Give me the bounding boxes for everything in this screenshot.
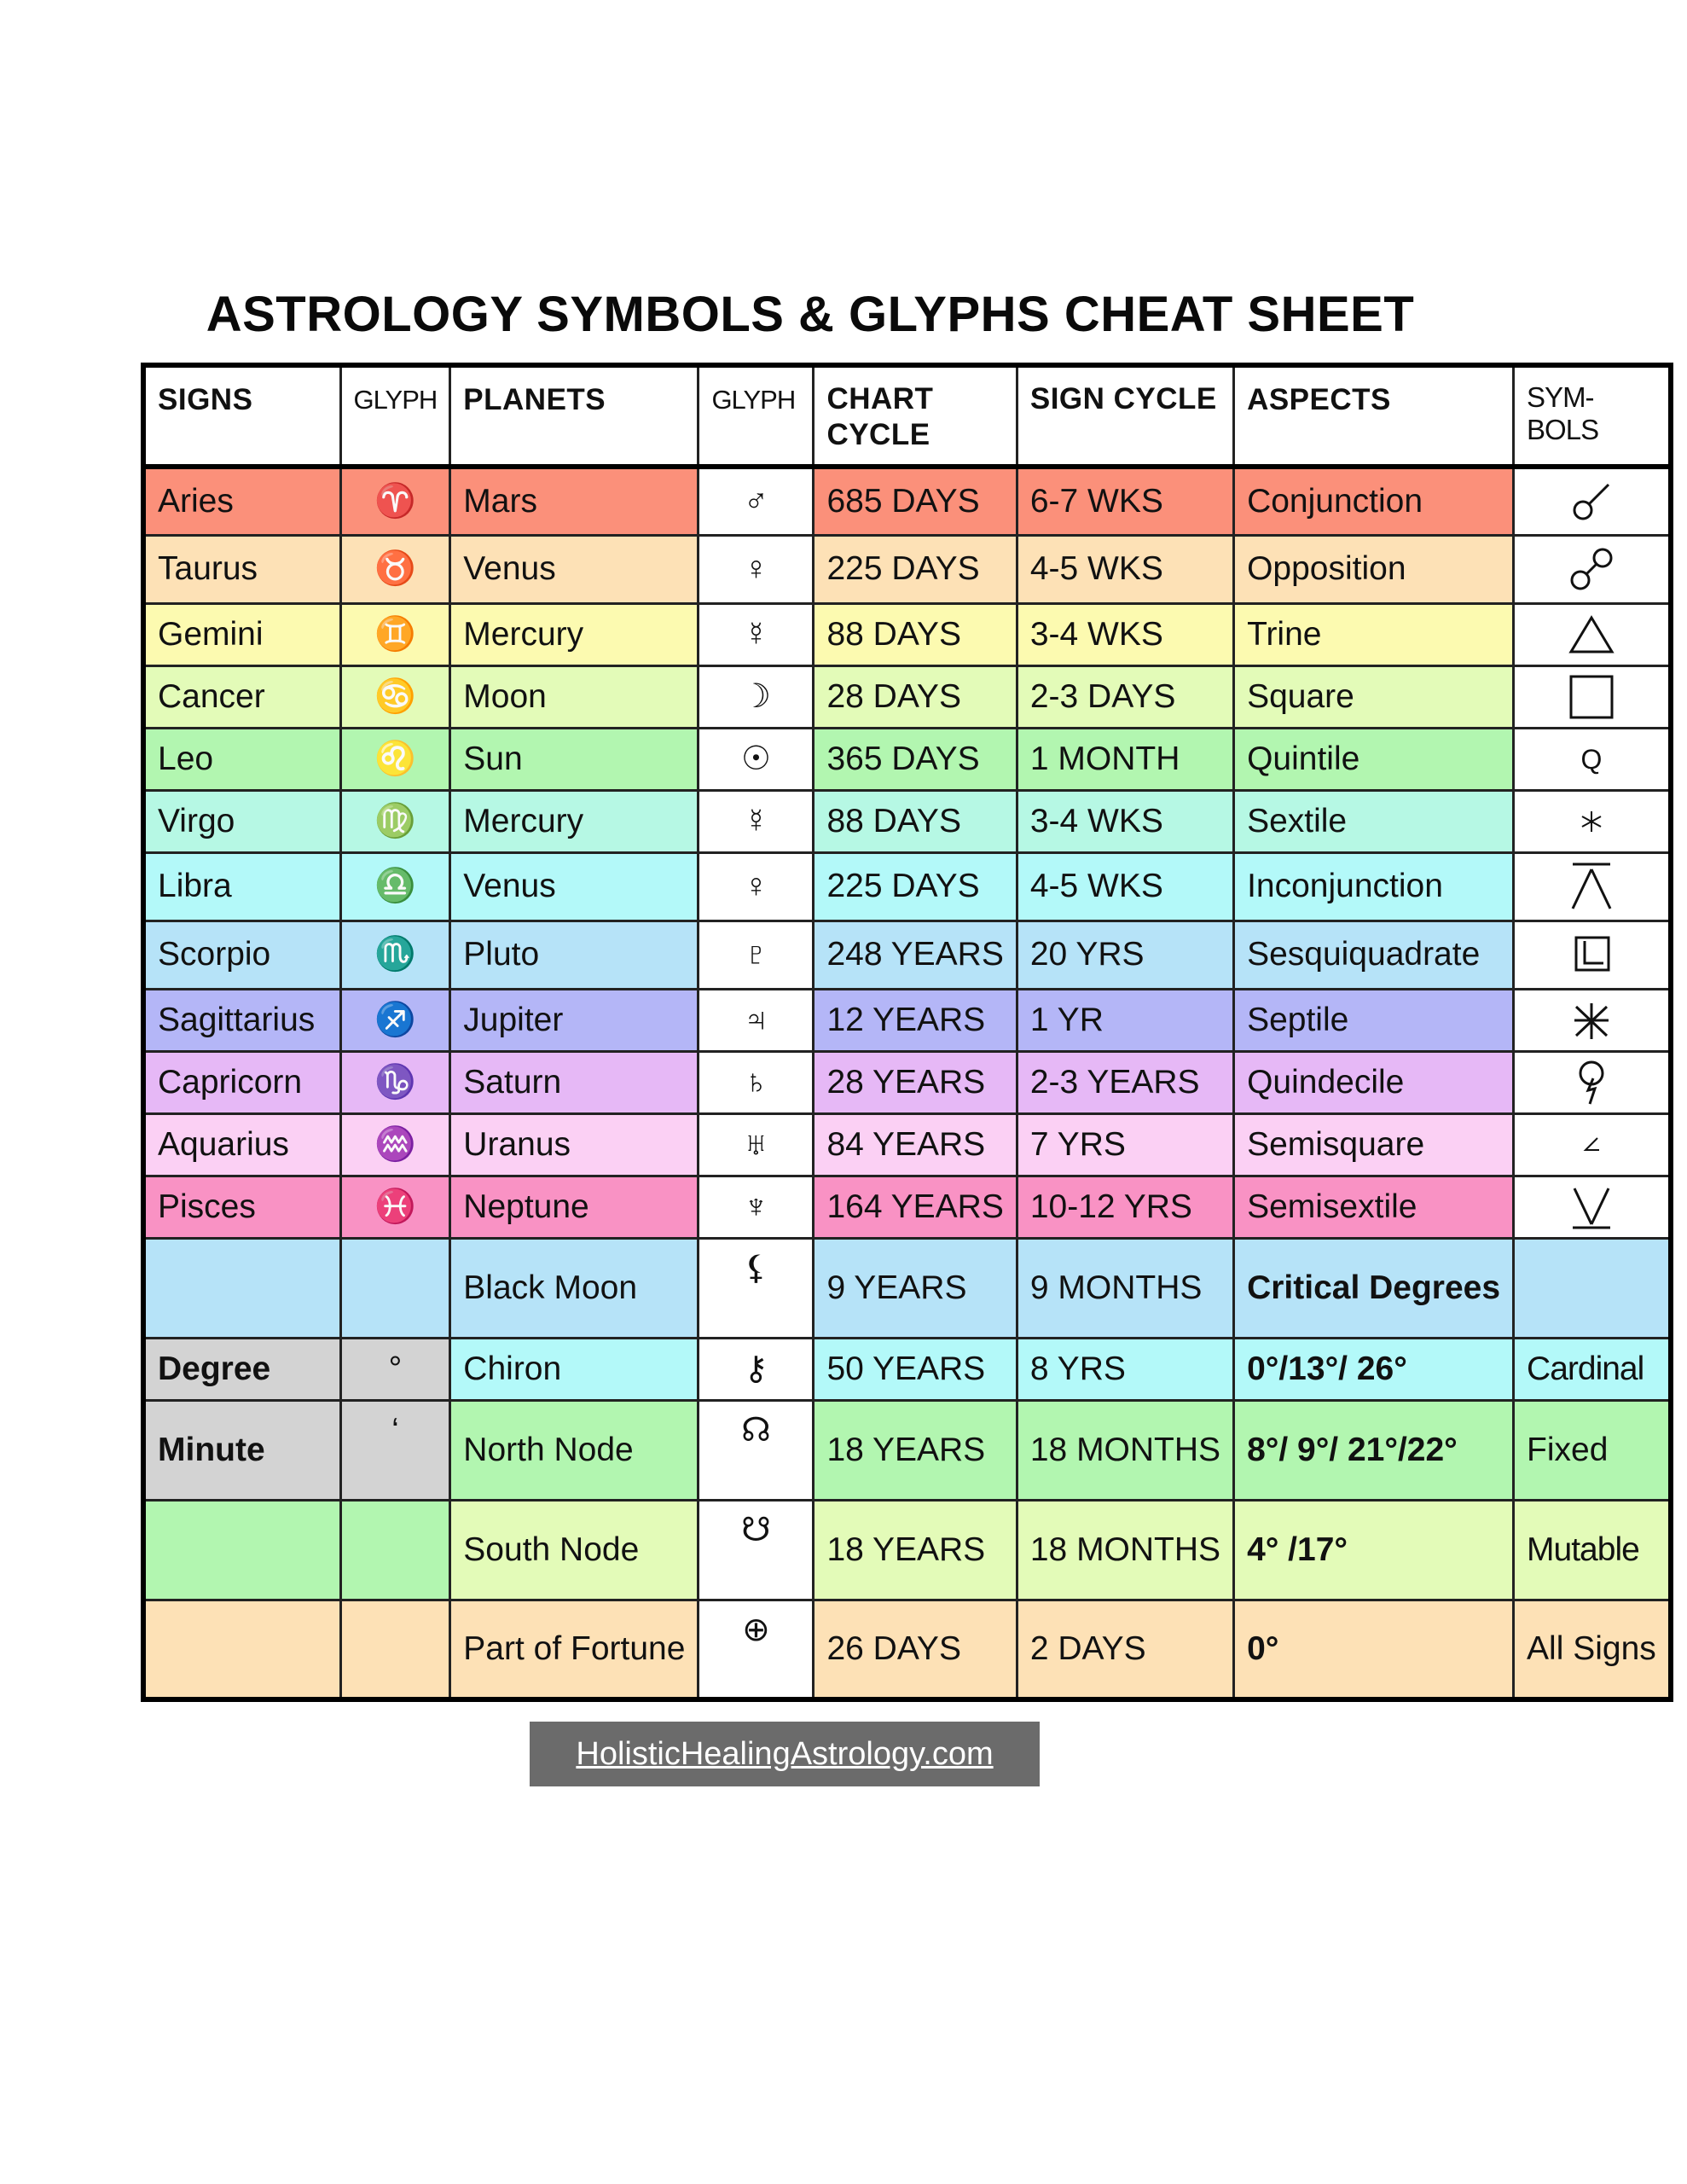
planet-glyph-icon: ♃ bbox=[699, 989, 814, 1051]
sign-glyph-icon: ♌ bbox=[340, 728, 450, 790]
planet-name: Black Moon bbox=[450, 1238, 699, 1338]
planet-glyph-icon: ⊕ bbox=[699, 1600, 814, 1699]
degree-glyph-icon: ° bbox=[340, 1338, 450, 1400]
chart-cycle: 9 YEARS bbox=[814, 1238, 1017, 1338]
sign-cycle: 8 YRS bbox=[1017, 1338, 1233, 1400]
table-row bbox=[143, 989, 1671, 1051]
cheat-sheet-table bbox=[141, 363, 1673, 1702]
chart-cycle: 50 YEARS bbox=[814, 1338, 1017, 1400]
chart-cycle: 18 YEARS bbox=[814, 1500, 1017, 1600]
aspect-name: Trine bbox=[1234, 603, 1514, 665]
degree-glyph-icon bbox=[340, 1600, 450, 1699]
planet-glyph-icon: ♇ bbox=[699, 921, 814, 989]
sign-glyph-icon: ♈ bbox=[340, 467, 450, 535]
sign-name: Aries bbox=[143, 467, 340, 535]
sign-name: Aquarius bbox=[143, 1113, 340, 1176]
quintile-icon bbox=[1514, 728, 1671, 790]
planet-name: Venus bbox=[450, 535, 699, 603]
planet-name: North Node bbox=[450, 1400, 699, 1500]
chart-cycle: 88 DAYS bbox=[814, 603, 1017, 665]
sign-glyph-icon: ♑ bbox=[340, 1051, 450, 1113]
sign-name: Scorpio bbox=[143, 921, 340, 989]
sign-glyph-icon: ♒ bbox=[340, 1113, 450, 1176]
modality-label: All Signs bbox=[1514, 1600, 1671, 1699]
sign-cycle: 10-12 YRS bbox=[1017, 1176, 1233, 1238]
aspect-name: Sextile bbox=[1234, 790, 1514, 852]
header-symbols: SYM- BOLS bbox=[1514, 365, 1671, 467]
planet-glyph-icon: ♂ bbox=[699, 467, 814, 535]
conjunction-icon bbox=[1514, 467, 1671, 535]
table-row bbox=[143, 852, 1671, 921]
degree-label bbox=[143, 1238, 340, 1338]
planet-name: South Node bbox=[450, 1500, 699, 1600]
planet-glyph-icon: ♀ bbox=[699, 852, 814, 921]
planet-name: Mars bbox=[450, 467, 699, 535]
chart-cycle: 248 YEARS bbox=[814, 921, 1017, 989]
critical-degrees: 4° /17° bbox=[1234, 1500, 1514, 1600]
modality-label bbox=[1514, 1238, 1671, 1338]
sign-cycle: 2-3 YEARS bbox=[1017, 1051, 1233, 1113]
planet-name: Chiron bbox=[450, 1338, 699, 1400]
planet-name: Jupiter bbox=[450, 989, 699, 1051]
degree-glyph-icon: ‘ bbox=[340, 1400, 450, 1500]
degree-label: Degree bbox=[143, 1338, 340, 1400]
chart-cycle: 18 YEARS bbox=[814, 1400, 1017, 1500]
modality-label: Fixed bbox=[1514, 1400, 1671, 1500]
planet-glyph-icon: ☉ bbox=[699, 728, 814, 790]
chart-cycle: 26 DAYS bbox=[814, 1600, 1017, 1699]
table-row bbox=[143, 790, 1671, 852]
table-row bbox=[143, 665, 1671, 728]
aspect-name: Opposition bbox=[1234, 535, 1514, 603]
planet-name: Part of Fortune bbox=[450, 1600, 699, 1699]
degree-glyph-icon bbox=[340, 1238, 450, 1338]
sign-glyph-icon: ♐ bbox=[340, 989, 450, 1051]
aspect-name: Inconjunction bbox=[1234, 852, 1514, 921]
aspect-name: Quindecile bbox=[1234, 1051, 1514, 1113]
header-chart-cycle: CHART CYCLE bbox=[814, 365, 1017, 467]
modality-label: Cardinal bbox=[1514, 1338, 1671, 1400]
planet-name: Saturn bbox=[450, 1051, 699, 1113]
chart-cycle: 84 YEARS bbox=[814, 1113, 1017, 1176]
square-icon bbox=[1514, 665, 1671, 728]
table-row bbox=[143, 1500, 1671, 1600]
sign-cycle: 2 DAYS bbox=[1017, 1600, 1233, 1699]
sign-glyph-icon: ♎ bbox=[340, 852, 450, 921]
planet-name: Sun bbox=[450, 728, 699, 790]
sign-cycle: 3-4 WKS bbox=[1017, 790, 1233, 852]
planet-glyph-icon: ♅ bbox=[699, 1113, 814, 1176]
header-sign-cycle: SIGN CYCLE bbox=[1017, 365, 1233, 467]
chart-cycle: 164 YEARS bbox=[814, 1176, 1017, 1238]
degree-label: Minute bbox=[143, 1400, 340, 1500]
svg-text:Q: Q bbox=[1580, 743, 1603, 775]
planet-glyph-icon: ⚸ bbox=[699, 1238, 814, 1338]
header-glyph: GLYPH bbox=[340, 365, 450, 467]
planet-name: Moon bbox=[450, 665, 699, 728]
sign-cycle: 2-3 DAYS bbox=[1017, 665, 1233, 728]
sign-cycle: 9 MONTHS bbox=[1017, 1238, 1233, 1338]
planet-name: Uranus bbox=[450, 1113, 699, 1176]
sign-name: Sagittarius bbox=[143, 989, 340, 1051]
header-aspects: ASPECTS bbox=[1234, 365, 1514, 467]
modality-label: Mutable bbox=[1514, 1500, 1671, 1600]
table-row bbox=[143, 1051, 1671, 1113]
sign-glyph-icon: ♋ bbox=[340, 665, 450, 728]
sign-name: Libra bbox=[143, 852, 340, 921]
chart-cycle: 28 DAYS bbox=[814, 665, 1017, 728]
planet-name: Pluto bbox=[450, 921, 699, 989]
sign-name: Virgo bbox=[143, 790, 340, 852]
semisextile-icon bbox=[1514, 1176, 1671, 1238]
planet-glyph-icon: ♆ bbox=[699, 1176, 814, 1238]
aspect-name: Septile bbox=[1234, 989, 1514, 1051]
sign-name: Taurus bbox=[143, 535, 340, 603]
sign-cycle: 1 MONTH bbox=[1017, 728, 1233, 790]
sign-name: Leo bbox=[143, 728, 340, 790]
planet-name: Venus bbox=[450, 852, 699, 921]
table-row bbox=[143, 1176, 1671, 1238]
sign-cycle: 18 MONTHS bbox=[1017, 1400, 1233, 1500]
chart-cycle: 12 YEARS bbox=[814, 989, 1017, 1051]
table-row bbox=[143, 603, 1671, 665]
planet-glyph-icon: ☿ bbox=[699, 790, 814, 852]
table-row bbox=[143, 1338, 1671, 1400]
chart-cycle: 88 DAYS bbox=[814, 790, 1017, 852]
sign-glyph-icon: ♏ bbox=[340, 921, 450, 989]
sign-glyph-icon: ♍ bbox=[340, 790, 450, 852]
table-row bbox=[143, 1238, 1671, 1338]
degree-label bbox=[143, 1600, 340, 1699]
semisquare-icon bbox=[1514, 1113, 1671, 1176]
chart-cycle: 28 YEARS bbox=[814, 1051, 1017, 1113]
critical-degrees: Critical Degrees bbox=[1234, 1238, 1514, 1338]
critical-degrees: 0°/13°/ 26° bbox=[1234, 1338, 1514, 1400]
planet-glyph-icon: ♀ bbox=[699, 535, 814, 603]
chart-cycle: 365 DAYS bbox=[814, 728, 1017, 790]
planet-name: Mercury bbox=[450, 603, 699, 665]
critical-degrees: 8°/ 9°/ 21°/22° bbox=[1234, 1400, 1514, 1500]
sign-name: Pisces bbox=[143, 1176, 340, 1238]
aspect-name: Semisquare bbox=[1234, 1113, 1514, 1176]
sign-name: Cancer bbox=[143, 665, 340, 728]
sign-cycle: 20 YRS bbox=[1017, 921, 1233, 989]
sign-glyph-icon: ♉ bbox=[340, 535, 450, 603]
degree-glyph-icon bbox=[340, 1500, 450, 1600]
sign-cycle: 4-5 WKS bbox=[1017, 852, 1233, 921]
sign-cycle: 18 MONTHS bbox=[1017, 1500, 1233, 1600]
sign-name: Gemini bbox=[143, 603, 340, 665]
table-row bbox=[143, 1600, 1671, 1699]
planet-glyph-icon: ☽ bbox=[699, 665, 814, 728]
sign-cycle: 3-4 WKS bbox=[1017, 603, 1233, 665]
planet-name: Mercury bbox=[450, 790, 699, 852]
sign-glyph-icon: ♓ bbox=[340, 1176, 450, 1238]
trine-icon bbox=[1514, 603, 1671, 665]
table-row bbox=[143, 467, 1671, 535]
opposition-icon bbox=[1514, 535, 1671, 603]
planet-glyph-icon: ⚷ bbox=[699, 1338, 814, 1400]
quindecile-icon bbox=[1514, 1051, 1671, 1113]
page-title: ASTROLOGY SYMBOLS & GLYPHS CHEAT SHEET bbox=[206, 287, 1415, 342]
chart-cycle: 225 DAYS bbox=[814, 535, 1017, 603]
aspect-name: Conjunction bbox=[1234, 467, 1514, 535]
sign-cycle: 7 YRS bbox=[1017, 1113, 1233, 1176]
planet-glyph-icon: ♄ bbox=[699, 1051, 814, 1113]
website-link[interactable]: HolisticHealingAstrology.com bbox=[530, 1722, 1040, 1786]
sign-cycle: 4-5 WKS bbox=[1017, 535, 1233, 603]
sextile-icon bbox=[1514, 790, 1671, 852]
table-row bbox=[143, 535, 1671, 603]
chart-cycle: 685 DAYS bbox=[814, 467, 1017, 535]
header-signs: SIGNS bbox=[143, 365, 340, 467]
aspect-name: Quintile bbox=[1234, 728, 1514, 790]
degree-label bbox=[143, 1500, 340, 1600]
planet-name: Neptune bbox=[450, 1176, 699, 1238]
planet-glyph-icon: ☋ bbox=[699, 1500, 814, 1600]
header-glyph: GLYPH bbox=[699, 365, 814, 467]
sign-glyph-icon: ♊ bbox=[340, 603, 450, 665]
table-row bbox=[143, 1400, 1671, 1500]
sign-name: Capricorn bbox=[143, 1051, 340, 1113]
chart-cycle: 225 DAYS bbox=[814, 852, 1017, 921]
sign-cycle: 6-7 WKS bbox=[1017, 467, 1233, 535]
table-row bbox=[143, 728, 1671, 790]
aspect-name: Square bbox=[1234, 665, 1514, 728]
table-row bbox=[143, 1113, 1671, 1176]
header-planets: PLANETS bbox=[450, 365, 699, 467]
planet-glyph-icon: ☿ bbox=[699, 603, 814, 665]
sign-cycle: 1 YR bbox=[1017, 989, 1233, 1051]
header-row bbox=[143, 365, 1671, 467]
septile-icon bbox=[1514, 989, 1671, 1051]
sesquiquadrate-icon bbox=[1514, 921, 1671, 989]
table-row bbox=[143, 921, 1671, 989]
aspect-name: Sesquiquadrate bbox=[1234, 921, 1514, 989]
aspect-name: Semisextile bbox=[1234, 1176, 1514, 1238]
planet-glyph-icon: ☊ bbox=[699, 1400, 814, 1500]
inconjunction-icon bbox=[1514, 852, 1671, 921]
critical-degrees: 0° bbox=[1234, 1600, 1514, 1699]
